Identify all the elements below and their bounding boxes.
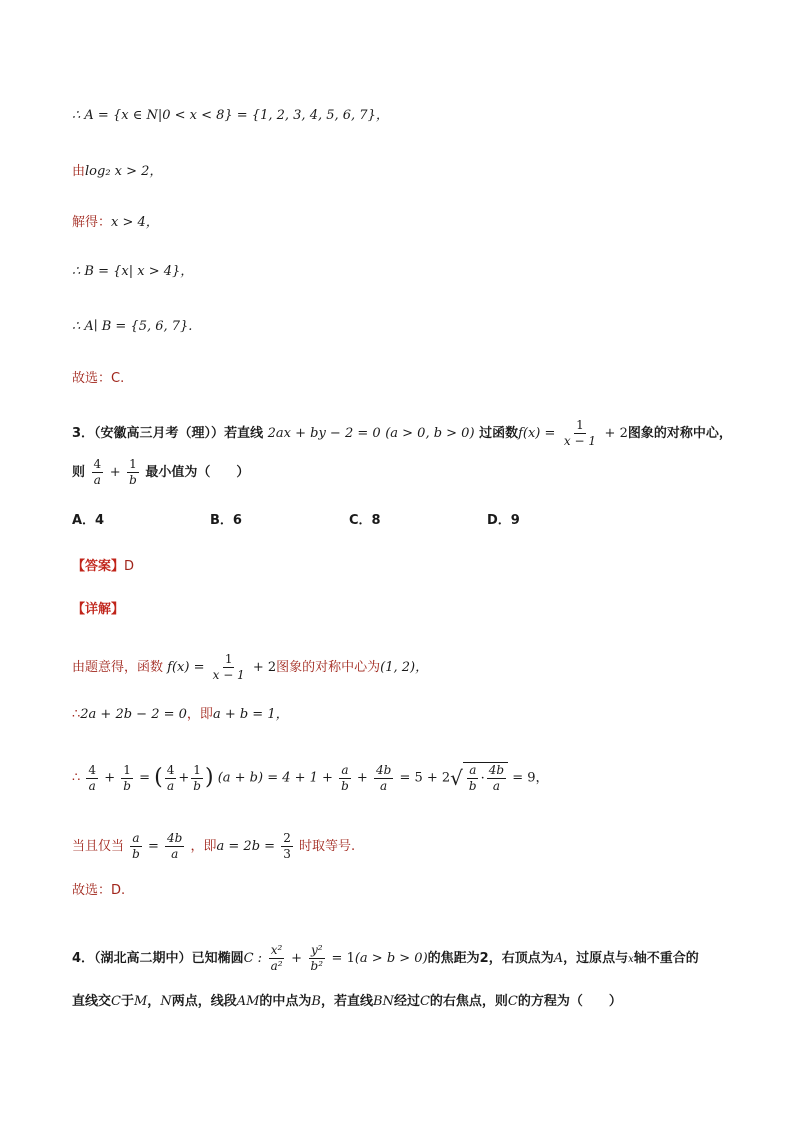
sol3-sqrt-ab-num: a — [469, 763, 477, 777]
sol3-paren-open: ( — [154, 765, 163, 790]
q4-l2-t5: 的中点为 — [259, 994, 312, 1009]
sol3-ab: (a + b) = 4 + 1 + — [217, 770, 333, 786]
sol1-point: (1, 2)， — [380, 660, 429, 675]
sol3-sqrt-frac-4ba — [487, 763, 506, 794]
q4-frac-x-num: x² — [270, 943, 283, 957]
q3-plus: + — [109, 465, 121, 480]
q4-l2-t6: ，若直线 — [320, 994, 373, 1009]
q4-text-4: 轴不重合的 — [633, 951, 699, 966]
sol3-eq-b: = 5 + 2 — [399, 770, 451, 786]
sol3-paren-close: ) — [204, 765, 214, 790]
q3-text-4: 则 — [72, 465, 86, 480]
sol3-frac-ab — [339, 763, 351, 794]
solution-line-3 — [72, 762, 549, 794]
option-c: C．8 — [349, 513, 381, 528]
sol3-dot: · — [480, 771, 485, 786]
q4-l2-t8: 的右焦点，则 — [429, 994, 508, 1009]
q3-frac-4a-den: a — [93, 473, 101, 487]
set-b-text: ∴ B = {x| x > 4}， — [72, 264, 194, 279]
intersection-text: ∴ A∣ B = {5, 6, 7}. — [72, 319, 193, 334]
q4-l2-c: C — [111, 994, 121, 1009]
sol2-res: a + b = 1， — [212, 707, 289, 722]
q4-frac-x-den: a² — [270, 959, 283, 973]
q4-l2-c2: C — [419, 994, 430, 1009]
q3-frac-4a-num: 4 — [93, 457, 102, 471]
q4-eq-end: = 1 — [331, 951, 355, 966]
sol3-end: = 9， — [512, 770, 549, 786]
q4-l2-c3: C — [507, 994, 518, 1009]
sol3-frac-1b-2 — [191, 763, 203, 794]
q4-c: C : — [243, 951, 263, 966]
choice-text-2: 故选：D. — [72, 883, 126, 898]
set-a-line — [72, 106, 389, 126]
sol3-frac-4ba-den: a — [380, 778, 388, 793]
q4-l2-t7: 经过 — [393, 994, 420, 1009]
sol3-frac-4ba-num: 4b — [375, 762, 392, 777]
sol4-post: 时取等号. — [298, 839, 356, 854]
q4-text-2: 的焦距为2，右顶点为 — [427, 951, 554, 966]
log-pre: 由 — [72, 164, 86, 179]
sol3-frac-ab-num: a — [341, 762, 349, 777]
sol3-sqrt-ab-den: b — [468, 779, 477, 793]
q4-line-2 — [72, 992, 622, 1012]
q4-l2-t2: 于 — [120, 994, 134, 1009]
set-b-line — [72, 262, 193, 282]
q3-fx: f(x) = — [518, 426, 556, 441]
sqrt-sign: √ — [450, 766, 463, 790]
choice-line-1 — [72, 369, 124, 389]
set-a-text: ∴ A = {x ∈ N|0 < x < 8} = {1, 2, 3, 4, 5, 6, 7}， — [72, 108, 389, 123]
q4-a: A — [553, 951, 564, 966]
sol3-sqrt-4ba-num: 4b — [488, 763, 505, 777]
q3-text-3: 图象的对称中心， — [627, 426, 732, 441]
sol2-mid: ，即 — [186, 707, 213, 722]
sol4-frac-23-den: 3 — [283, 847, 291, 861]
sol1-num: 1 — [224, 652, 233, 666]
sol4-frac-ab-den: b — [132, 847, 140, 861]
log-math: log₂ x > 2， — [85, 164, 163, 179]
q3-frac-4a — [92, 457, 104, 488]
q3-source: （安徽高三月考（理）） — [94, 426, 225, 441]
sol1-pre: 由题意得，函数 — [72, 660, 164, 675]
q4-l2-t1: 直线交 — [72, 994, 112, 1009]
sol3-frac-4a-2 — [165, 763, 177, 794]
choice-line-2 — [72, 881, 125, 901]
q4-l2-t9: 的方程为（ ） — [517, 994, 622, 1009]
option-b: B．6 — [210, 513, 242, 528]
sol3-sqrt-frac-ab — [467, 763, 479, 794]
q4-frac-y — [309, 943, 326, 974]
sol3-sqrt-4ba-den: a — [492, 779, 500, 793]
q4-line-1 — [72, 943, 699, 974]
q4-l2-am: AM — [236, 994, 260, 1009]
sol4-mid: ，即 — [190, 839, 217, 854]
q4-frac-x — [269, 943, 285, 974]
intersection-line — [72, 317, 192, 337]
sol3-frac-4a-den: a — [88, 778, 96, 793]
q3-frac-num: 1 — [576, 418, 584, 432]
solution-line-4 — [72, 831, 355, 862]
sol4-frac-23 — [281, 831, 293, 862]
q4-text-1: 已知椭圆 — [191, 951, 244, 966]
sol3-sqrt — [463, 762, 508, 794]
q4-l2-m: M — [133, 994, 148, 1009]
sol3-frac-1b-2-den: b — [193, 778, 201, 793]
detail-line — [72, 600, 124, 620]
sol2-eq: 2a + 2b − 2 = 0 — [80, 707, 187, 722]
sol3-frac-4a-num: 4 — [88, 762, 97, 777]
q3-line-2 — [72, 457, 249, 488]
solution-line-1 — [72, 652, 428, 683]
sol4-frac-23-num: 2 — [283, 831, 291, 845]
sol1-fraction — [211, 652, 247, 683]
answer-line — [72, 557, 134, 577]
q4-source: （湖北高二期中） — [94, 951, 192, 966]
solve-line — [72, 213, 159, 233]
sol1-post: 图象的对称中心为 — [276, 660, 381, 675]
sol3-eq-a: = — [139, 770, 150, 786]
sol4-frac-ab — [130, 831, 142, 862]
q3-plus2: + 2 — [604, 426, 628, 441]
q4-l2-bn: BN — [373, 994, 394, 1009]
q3-cond: (a > 0, b > 0) — [385, 426, 475, 441]
option-a: A．4 — [72, 513, 105, 528]
sol3-frac-4a — [86, 763, 98, 794]
solve-math: x > 4， — [111, 215, 159, 230]
sol3-frac-1b-2-num: 1 — [193, 762, 201, 777]
sol3-frac-4a-2-num: 4 — [166, 762, 175, 777]
sol4-eq2: a = 2b = — [216, 839, 276, 854]
sol4-frac-4ba — [165, 831, 184, 862]
q4-plus: + — [291, 951, 302, 966]
sol4-frac-ab-num: a — [132, 831, 140, 845]
q3-frac-1b-num: 1 — [129, 457, 137, 471]
q4-frac-y-den: b² — [310, 959, 324, 973]
sol3-plus-1: + — [104, 770, 116, 786]
choice-text-1: 故选：C. — [72, 371, 125, 386]
q3-text-2: 过函数 — [479, 426, 519, 441]
q3-frac-den: x − 1 — [563, 434, 597, 448]
q4-l2-t3: ， — [147, 994, 161, 1009]
q4-l2-t4: 两点，线段 — [171, 994, 237, 1009]
q4-number: 4． — [72, 951, 95, 966]
sol4-frac-4ba-num: 4b — [167, 831, 183, 845]
q3-text-1: 若直线 — [224, 426, 264, 441]
q3-number: 3． — [72, 426, 95, 441]
sol1-den: x − 1 — [212, 668, 245, 682]
q3-frac-1b-den: b — [129, 473, 137, 487]
sol1-plus: + 2 — [252, 660, 277, 675]
sol3-frac-4a-2-den: a — [166, 778, 175, 793]
solution-line-2 — [72, 705, 289, 725]
sol3-plus-3: + — [356, 770, 368, 786]
detail-tag: 【详解】 — [72, 602, 125, 617]
q4-l2-n: N — [160, 994, 172, 1009]
q4-x: x — [628, 954, 634, 965]
sol2-pre: ∴ — [72, 707, 81, 722]
sol3-frac-4ba — [374, 763, 393, 794]
sol3-plus-2: + — [178, 770, 190, 786]
sol4-eq: = — [147, 839, 159, 854]
answer-value: D — [124, 559, 135, 574]
q3-line-eq: 2ax + by − 2 = 0 — [267, 426, 381, 441]
q3-frac-1b — [127, 457, 139, 488]
sol1-fx: f(x) = — [167, 660, 205, 675]
solve-pre: 解得： — [72, 215, 112, 230]
option-d: D．9 — [487, 513, 520, 528]
q4-frac-y-num: y² — [310, 943, 323, 957]
log-line — [72, 162, 162, 182]
sol3-frac-1b-num: 1 — [123, 762, 131, 777]
q4-text-3: ，过原点与 — [563, 951, 629, 966]
q4-l2-b: B — [311, 994, 321, 1009]
q4-cond: (a > b > 0) — [354, 951, 428, 966]
answer-tag: 【答案】 — [72, 559, 125, 574]
q3-text-5: 最小值为（ ） — [145, 465, 250, 480]
sol4-frac-4ba-den: a — [171, 847, 179, 861]
sol3-frac-1b — [121, 763, 133, 794]
sol3-frac-1b-den: b — [123, 778, 131, 793]
q3-fraction — [562, 418, 598, 449]
q3-line-1 — [72, 418, 732, 449]
sol3-pre: ∴ — [72, 770, 81, 786]
sol4-pre: 当且仅当 — [72, 839, 125, 854]
sol3-frac-ab-den: b — [341, 778, 349, 793]
